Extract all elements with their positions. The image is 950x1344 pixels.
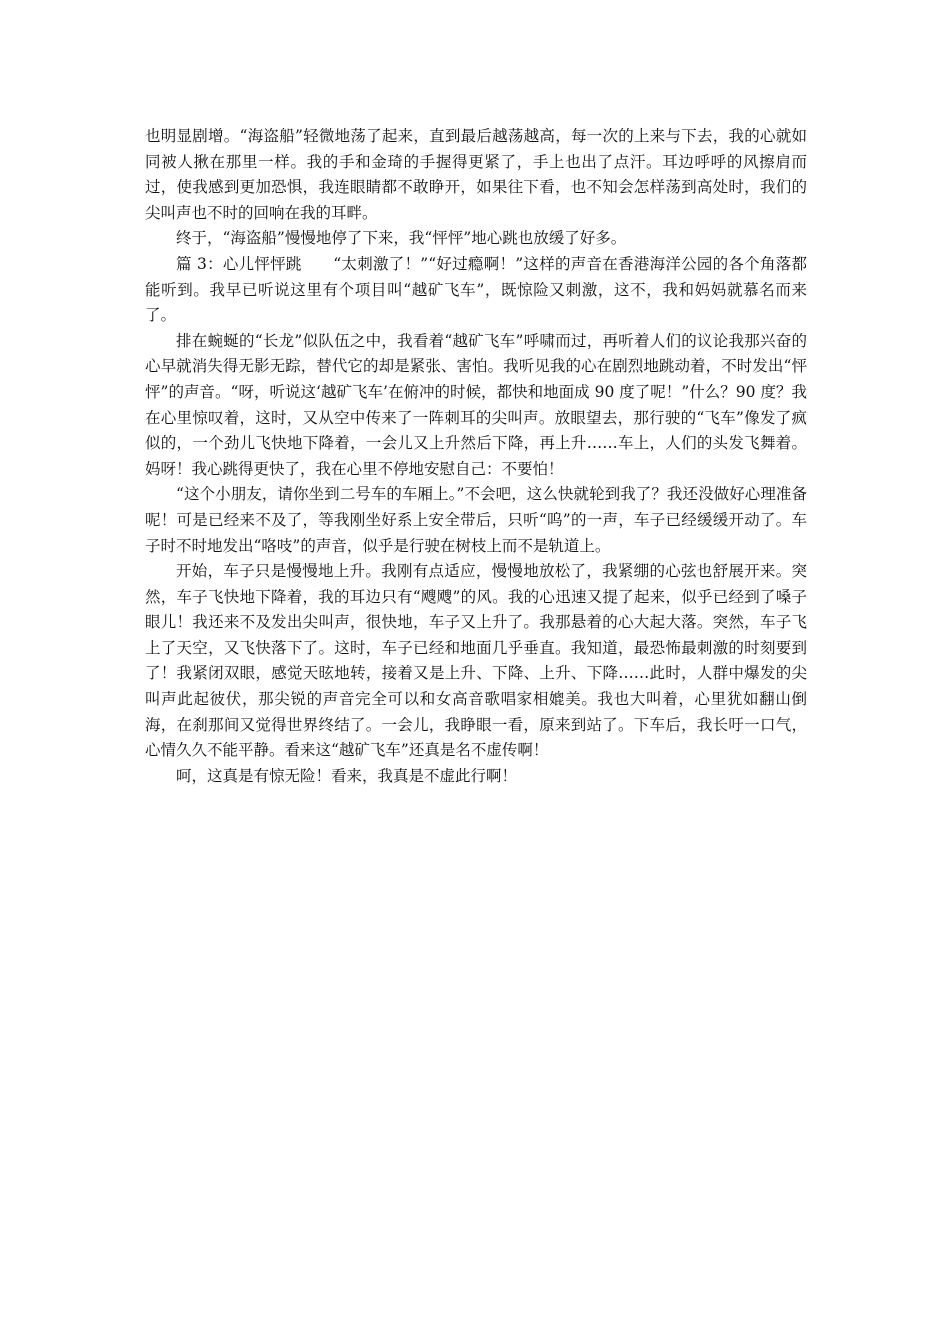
paragraph-ride: 开始，车子只是慢慢地上升。我刚有点适应，慢慢地放松了，我紧绷的心弦也舒展开来。突然，车子飞快地下降着，我的耳边只有“飕飕”的风。我的心迅速又提了起来，似乎已经到了嗓子眼儿！我还来不及发出尖叫声，很快地，车子又上升了。我那悬着的心大起大落。突然，车子飞上了天空，又飞快落下了。这时，车子已经和地面几乎垂直。我知道，最恐怖最刺激的时刻要到了！我紧闭双眼，感觉天昡地转，接着又是上升、下降、上升、下降……此时，人群中爆发的尖叫声此起彼伏，那尖锐的声音完全可以和女高音歌唱家相媲美。我也大叫着，心里犹如翻山倒海，在刹那间又觉得世界终结了。一会儿，我睁眼一看，原来到站了。下车后，我长吁一口气，心情久久不能平静。看来这“越矿飞车”还真是名不虚传啊！: [145, 562, 807, 760]
paragraph-boarding: “这个小朋友，请你坐到二号车的车厢上。”不会吧，这么快就轮到我了？我还没做好心理准备呢！可是已经来不及了，等我刚坐好系上安全带后，只听“呜”的一声，车子已经缓缓开动了。车子时不时地发出“咯吱”的声音，似乎是行驶在树枝上而不是轨道上。: [145, 485, 807, 555]
document-body: [145, 124, 807, 789]
paragraph-continuation: 也明显剧增。“海盗船”轻微地荡了起来，直到最后越荡越高，每一次的上来与下去，我的心就如同被人揪在那里一样。我的手和金琦的手握得更紧了，手上也出了点汗。耳边呼呼的风擦肩而过，使我感到更加恐惧，我连眼睛都不敢睁开，如果往下看，也不知会怎样荡到高处时，我们的尖叫声也不时的回响在我的耳畔。: [145, 127, 807, 222]
paragraph-queue: 排在蜿蜒的“长龙”似队伍之中，我看着“越矿飞车”呼啸而过，再听着人们的议论我那兴奋的心早就消失得无影无踪，替代它的却是紧张、害怕。我听见我的心在剧烈地跳动着，不时发出“怦怦”的声音。“呀，听说这‘越矿飞车’在俯冲的时候，都快和地面成 90 度了呢！”什么？90 度？我在心里惊叹着，这时，又从空中传来了一阵刺耳的尖叫声。放眼望去，那行驶的“飞车”像发了疯似的，一个劲儿飞快地下降着，一会儿又上升然后下降，再上升……车上，人们的头发飞舞着。妈呀！我心跳得更快了，我在心里不停地安慰自己：不要怕！: [145, 331, 807, 478]
paragraph-conclusion: 呵，这真是有惊无险！看来，我真是不虚此行啊！: [176, 766, 518, 785]
paragraph-ship-stops: 终于，“海盗船”慢慢地停了下来，我“怦怦”地心跳也放缓了好多。: [176, 229, 627, 248]
paragraph-essay-3-intro: 篇 3：心儿怦怦跳 “太刺激了！”“好过瘾啊！”这样的声音在香港海洋公园的各个角落都能听到。我早已听说这里有个项目叫“越矿飞车”，既惊险又刺激，这不，我和妈妈就慕名而来了。: [145, 254, 807, 325]
